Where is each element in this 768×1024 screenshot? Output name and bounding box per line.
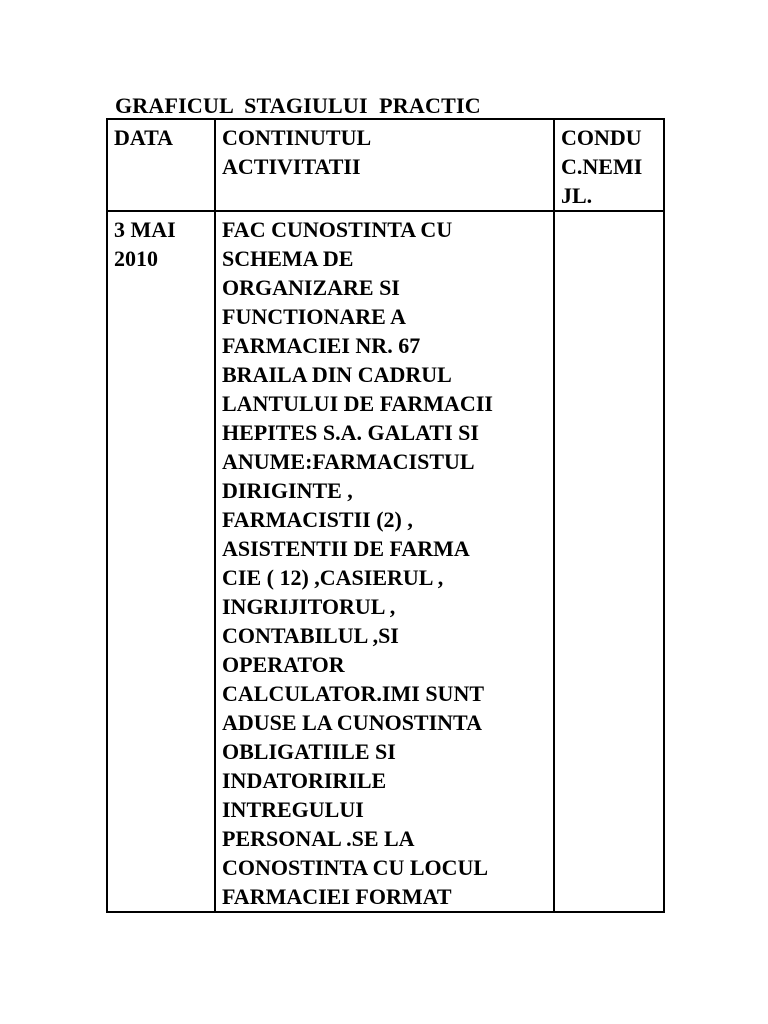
header-date-label: DATA [114,125,174,150]
row-cell-content [215,211,554,912]
header-cell-signature [554,119,664,211]
row-date-value: 3 MAI 2010 [114,217,176,271]
table-header-row [107,119,664,211]
row-activity-description: FAC CUNOSTINTA CU SCHEMA DE ORGANIZARE SI FUNCTIONARE A FARMACIEI NR. 67 BRAILA DIN CADRUL LANTULUI DE FARMACII HEPITES S.A. GALATI SI ANUME:FARMACISTUL DIRIGINTE , FARMACISTII (2) , ASISTENTII DE FARMA CIE ( 12) ,CASIERUL , INGRIJITORUL , CONTABILUL ,SI OPERATOR CALCULATOR.IMI SUNT ADUSE LA CUNOSTINTA OBLIGATIILE SI INDATORIRILE INTREGULUI PERSONAL .SE LA CONOSTINTA CU LOCUL FARMACIEI FORMAT [222,217,493,909]
document-title: GRAFICUL STAGIULUI PRACTIC [115,93,481,118]
header-content-label: CONTINUTUL ACTIVITATII [222,125,372,179]
row-cell-signature [554,211,664,912]
header-signature-label: CONDU C.NEMI JL. [561,125,643,208]
header-cell-content [215,119,554,211]
internship-schedule-table [106,118,665,913]
header-cell-date [107,119,215,211]
row-cell-date [107,211,215,912]
table-row [107,211,664,912]
